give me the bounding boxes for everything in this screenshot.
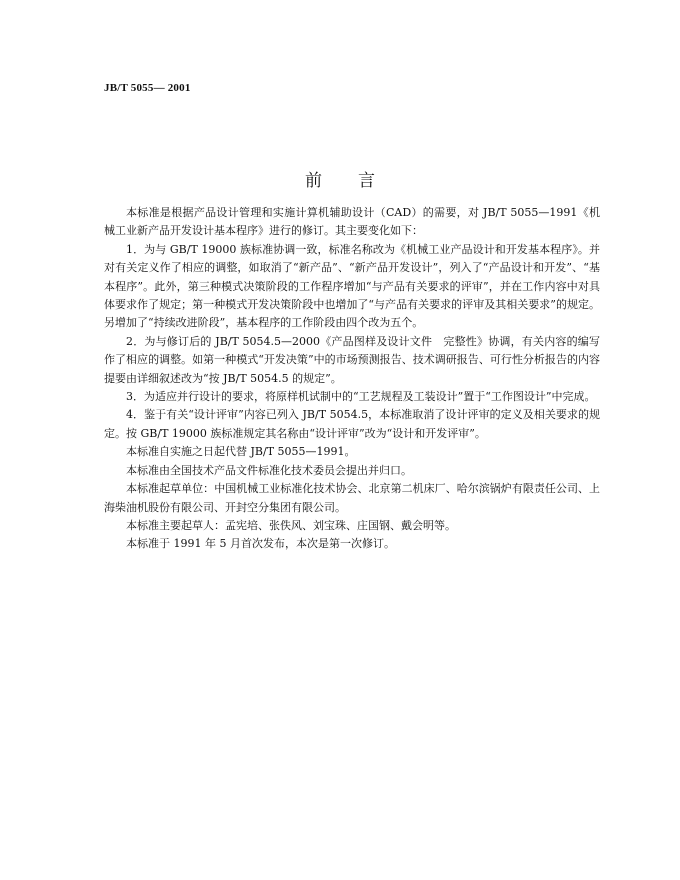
page-title bbox=[0, 166, 680, 191]
page-title-char-1: 前 bbox=[305, 171, 322, 191]
paragraph-proposed-by: 本标准由全国技术产品文件标准化技术委员会提出并归口。 bbox=[126, 463, 412, 477]
paragraph-change-3: 3．为适应并行设计的要求，将原样机试制中的“工艺规程及工装设计”置于“工作图设计”中完成。 bbox=[126, 390, 596, 404]
paragraph-change-4: 4．鉴于有关“设计评审”内容已列入 JB/T 5054.5，本标准取消了设计评审的定义及相关要求的规定。按 GB/T 19000 族标准规定其名称由“设计评审”改为“设计和开发评审”。 bbox=[104, 408, 600, 440]
paragraph-history: 本标准于 1991 年 5 月首次发布，本次是第一次修订。 bbox=[126, 537, 395, 551]
paragraph-drafting-units: 本标准起草单位：中国机械工业标准化技术协会、北京第二机床厂、哈尔滨锅炉有限责任公司、上海柴油机股份有限公司、开封空分集团有限公司。 bbox=[104, 482, 600, 514]
paragraph-replaces: 本标准自实施之日起代替 JB/T 5055—1991。 bbox=[126, 445, 356, 459]
paragraph-intro: 本标准是根据产品设计管理和实施计算机辅助设计（CAD）的需要，对 JB/T 5055—1991《机械工业新产品开发设计基本程序》进行的修订。其主要变化如下： bbox=[104, 206, 600, 238]
standard-number-header: JB/T 5055— 2001 bbox=[104, 82, 191, 94]
paragraph-change-2: 2．为与修订后的 JB/T 5054.5—2000《产品图样及设计文件 完整性》协调，有关内容的编写作了相应的调整。如第一种模式“开发决策”中的市场预测报告、技术调研报告、可行性分析报告的内容提要由详细叙述改为“按 JB/T 5054.5 的规定”。 bbox=[104, 334, 600, 385]
paragraph-change-1: 1．为与 GB/T 19000 族标准协调一致，标准名称改为《机械工业产品设计和开发基本程序》。并对有关定义作了相应的调整，如取消了“新产品”、“新产品开发设计”，列入了“产品设计和开发”、“基本程序”。此外，第三种模式决策阶段的工作程序增加“与产品有关要求的评审”，并在工作内容中对具体要求作了规定；第一种模式开发决策阶段中也增加了“与产品有关要求的评审及其相关要求”的规定。另增加了“持续改进阶段”，基本程序的工作阶段由四个改为五个。 bbox=[104, 242, 600, 330]
paragraph-drafters: 本标准主要起草人：孟宪培、张佚风、刘宝珠、庄国钢、戴会明等。 bbox=[126, 518, 456, 532]
foreword-body bbox=[104, 204, 600, 554]
page-title-char-2: 言 bbox=[358, 171, 375, 191]
